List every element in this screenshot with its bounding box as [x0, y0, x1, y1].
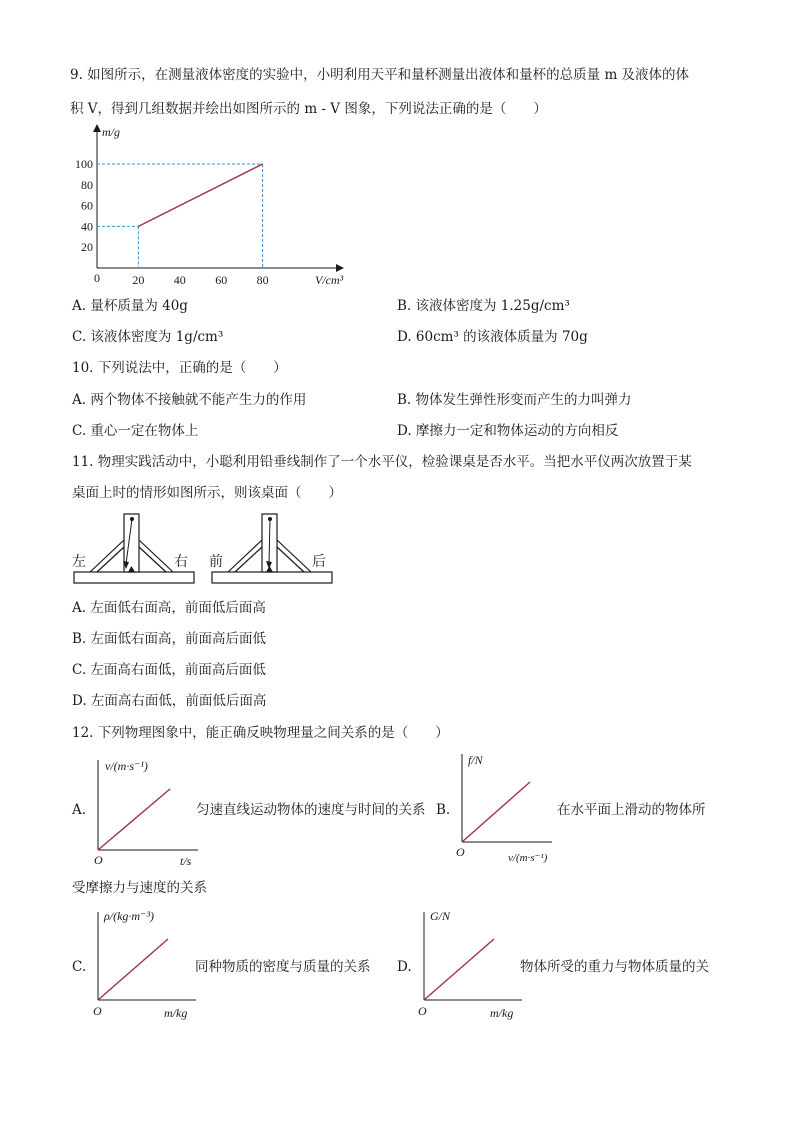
q12-graph-d [414, 904, 534, 1022]
level-gauge-left-right [72, 514, 194, 583]
svg-text:O: O [94, 853, 103, 867]
q10-stem: 10. 下列说法中，正确的是（ ） [72, 360, 287, 376]
q9-ylabel: m/g [102, 125, 120, 139]
q11-option-d[interactable]: D. 左面高右面低，前面低后面高 [72, 693, 267, 709]
q12-option-d-desc: 物体所受的重力与物体质量的关 [520, 959, 709, 975]
svg-text:m/kg: m/kg [164, 1006, 188, 1020]
q12-option-b-desc-cont: 受摩擦力与速度的关系 [72, 880, 207, 896]
y-tick-label: 100 [75, 157, 93, 171]
q12-stem: 12. 下列物理图象中，能正确反映物理量之间关系的是（ ） [72, 725, 449, 741]
q12-option-b-desc: 在水平面上滑动的物体所 [557, 802, 706, 818]
svg-text:v/(m·s⁻¹): v/(m·s⁻¹) [105, 759, 148, 773]
label-front: 前 [209, 555, 223, 570]
q12-option-a-letter[interactable]: A. [72, 802, 87, 818]
q12-option-d-letter[interactable]: D. [397, 959, 412, 975]
series-line [138, 164, 262, 226]
y-tick-label: 80 [81, 177, 93, 192]
x-tick-label: 60 [215, 273, 228, 287]
q11-option-b[interactable]: B. 左面低右面高，前面高后面低 [72, 631, 267, 647]
level-gauge-front-back [209, 514, 332, 583]
q9-option-c[interactable]: C. 该液体密度为 1g/cm³ [72, 329, 224, 345]
q9-mv-chart [60, 120, 360, 290]
svg-text:O: O [418, 1004, 427, 1018]
label-left: 左 [72, 555, 86, 570]
svg-text:m/kg: m/kg [490, 1006, 514, 1020]
q11-stem-line2: 桌面上时的情形如图所示，则该桌面（ ） [72, 485, 342, 501]
q9-option-a[interactable]: A. 量杯质量为 40g [72, 298, 188, 314]
label-right: 右 [174, 555, 188, 570]
svg-text:ρ/(kg·m⁻³): ρ/(kg·m⁻³) [104, 909, 155, 923]
q10-option-a[interactable]: A. 两个物体不接触就不能产生力的作用 [72, 392, 307, 408]
q12-graph-a [88, 752, 208, 870]
q9-xlabel: V/cm³ [315, 273, 344, 287]
q12-option-b-letter[interactable]: B. [436, 802, 451, 818]
q9-origin: 0 [94, 271, 100, 285]
q12-option-c-desc: 同种物质的密度与质量的关系 [195, 959, 371, 975]
x-tick-label: 40 [173, 273, 186, 287]
y-tick-label: 40 [81, 219, 93, 234]
q11-option-c[interactable]: C. 左面高右面低，前面高后面低 [72, 662, 266, 678]
y-tick-label: 20 [81, 240, 93, 255]
q10-option-d[interactable]: D. 摩擦力一定和物体运动的方向相反 [397, 423, 619, 439]
svg-text:t/s: t/s [180, 854, 192, 868]
q11-stem-line1: 11. 物理实践活动中，小聪利用铅垂线制作了一个水平仪，检验课桌是否水平。当把水平仪两次放置于某 [72, 454, 692, 470]
svg-text:f/N: f/N [468, 753, 483, 767]
q9-stem-line2: 积 V，得到几组数据并绘出如图所示的 m - V 图象，下列说法正确的是（ ） [70, 101, 547, 117]
q11-level-figure [68, 508, 338, 588]
x-tick-label: 20 [132, 273, 145, 287]
q9-option-b[interactable]: B. 该液体密度为 1.25g/cm³ [397, 298, 570, 314]
q12-option-c-letter[interactable]: C. [72, 959, 87, 975]
svg-text:v/(m·s⁻¹): v/(m·s⁻¹) [508, 852, 548, 864]
q12-option-a-desc: 匀速直线运动物体的速度与时间的关系 [196, 802, 426, 818]
q11-option-a[interactable]: A. 左面低右面高，前面低后面高 [72, 600, 266, 616]
svg-text:G/N: G/N [430, 909, 451, 923]
x-tick-label: 80 [256, 273, 269, 287]
q10-option-b[interactable]: B. 物体发生弹性形变而产生的力叫弹力 [397, 392, 632, 408]
y-tick-label: 60 [81, 198, 93, 213]
q10-option-c[interactable]: C. 重心一定在物体上 [72, 423, 199, 439]
svg-text:O: O [93, 1004, 102, 1018]
q9-option-d[interactable]: D. 60cm³ 的该液体质量为 70g [397, 329, 588, 345]
q9-stem-line1: 9. 如图所示，在测量液体密度的实验中，小明利用天平和量杯测量出液体和量杯的总质量 m 及液体的体 [70, 67, 690, 83]
q12-graph-c [88, 904, 208, 1022]
label-back: 后 [312, 555, 326, 570]
svg-text:O: O [456, 845, 465, 859]
q12-graph-b [452, 748, 564, 866]
